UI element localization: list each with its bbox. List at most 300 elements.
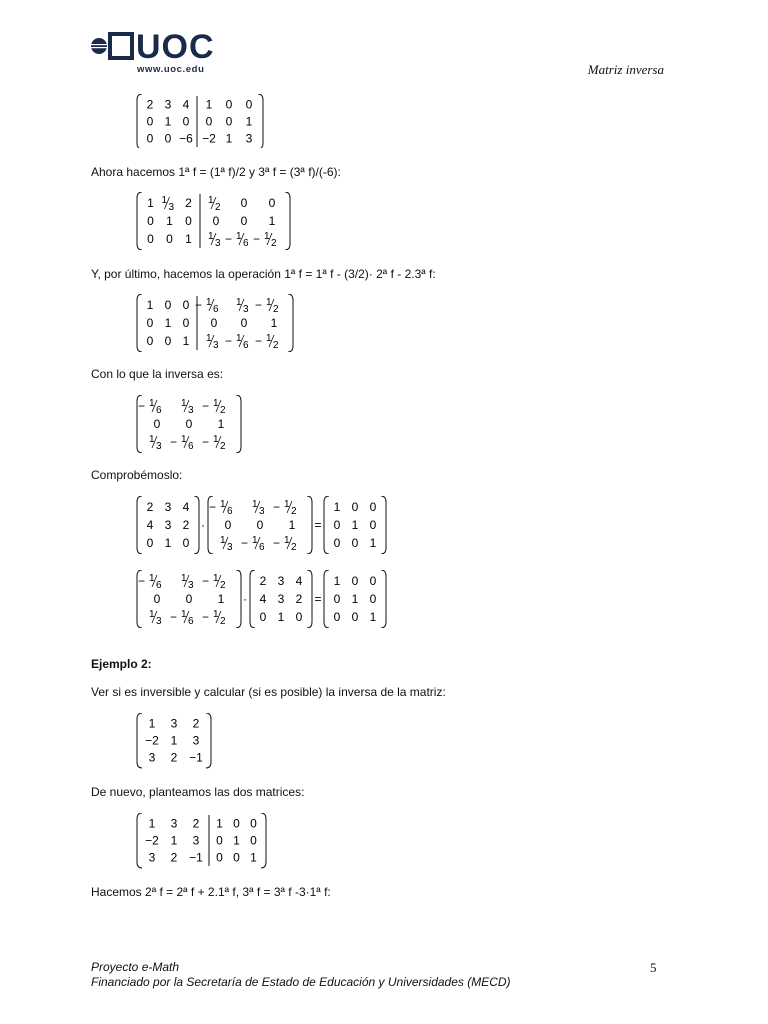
svg-text:3: 3	[277, 574, 285, 588]
paragraph-6: Ver si es inversible y calcular (si es posible) la inversa de la matriz:	[91, 685, 446, 699]
svg-text:0: 0	[369, 518, 377, 532]
svg-text:1: 1	[149, 434, 155, 445]
operator: ·	[243, 592, 247, 606]
svg-text:2: 2	[291, 506, 297, 517]
svg-text:4: 4	[146, 518, 154, 532]
svg-text:2: 2	[170, 750, 178, 765]
matrix-cell	[206, 333, 219, 351]
page-number: 5	[650, 960, 657, 975]
matrix-cell	[185, 196, 192, 210]
matrix-cell	[181, 573, 194, 591]
matrix-cell	[352, 536, 359, 550]
svg-text:0: 0	[351, 500, 359, 514]
matrix-cell	[241, 316, 248, 330]
svg-text:2: 2	[220, 405, 226, 416]
svg-text:0: 0	[212, 214, 220, 228]
svg-text:1: 1	[206, 297, 212, 308]
matrix-cell	[370, 592, 377, 606]
svg-text:0: 0	[146, 334, 154, 348]
svg-text:1: 1	[149, 573, 155, 584]
svg-text:1: 1	[164, 114, 172, 129]
matrix-cell	[271, 316, 278, 330]
svg-text:−1: −1	[189, 750, 203, 765]
matrix-cell	[370, 500, 377, 514]
matrix-cell	[370, 574, 377, 588]
svg-text:−: −	[202, 574, 210, 588]
matrix-cell	[183, 500, 190, 514]
svg-text:1: 1	[166, 214, 173, 228]
matrix-cell	[165, 98, 172, 112]
matrix-cell	[370, 518, 377, 532]
matrix-cell	[183, 98, 190, 112]
svg-text:0: 0	[369, 574, 377, 588]
right-bracket	[236, 570, 241, 628]
matrix-cell	[149, 751, 156, 765]
matrix-cell	[149, 717, 156, 731]
augmented-matrix-3	[134, 294, 304, 352]
document-title: Matriz inversa	[587, 62, 664, 77]
matrix-cell	[202, 132, 216, 146]
footer	[91, 960, 511, 990]
matrix-cell	[147, 196, 154, 210]
left-bracket	[137, 496, 142, 554]
svg-text:1: 1	[149, 398, 155, 409]
svg-text:6: 6	[243, 340, 249, 351]
svg-text:2: 2	[146, 500, 154, 514]
svg-text:1: 1	[182, 334, 190, 348]
matrix-cell	[220, 535, 233, 553]
matrix-cell	[226, 132, 233, 146]
svg-text:3: 3	[192, 733, 200, 748]
verification-product-1	[134, 496, 394, 554]
svg-text:−: −	[195, 298, 203, 312]
svg-text:1: 1	[288, 518, 296, 532]
svg-text:1: 1	[164, 316, 172, 330]
svg-text:0: 0	[240, 316, 248, 330]
matrix-cell	[278, 574, 285, 588]
matrix-cell	[193, 834, 200, 848]
svg-text:−: −	[255, 334, 263, 348]
svg-text:−: −	[225, 334, 233, 348]
svg-text:0: 0	[369, 500, 377, 514]
matrix-cell	[183, 536, 190, 550]
matrix-cell	[147, 115, 154, 129]
svg-text:1: 1	[181, 398, 187, 409]
matrix-cell	[208, 195, 221, 213]
svg-text:0: 0	[351, 610, 359, 624]
matrix-cell	[246, 132, 253, 146]
footer-funding: Financiado por la Secretaría de Estado de Educación y Universidades (MECD)	[91, 975, 511, 989]
paragraph-2: Y, por último, hacemos la operación 1ª f = 1ª f - (3/2)· 2ª f - 2.3ª f:	[91, 267, 436, 281]
matrix-cell	[147, 214, 154, 228]
svg-text:−: −	[273, 536, 281, 550]
svg-text:1: 1	[146, 298, 154, 312]
svg-text:0: 0	[233, 816, 240, 831]
svg-text:2: 2	[273, 340, 279, 351]
matrix-cell	[147, 536, 154, 550]
logo-url: www.uoc.edu	[137, 64, 205, 75]
svg-text:0: 0	[146, 316, 154, 330]
svg-text:6: 6	[243, 238, 249, 249]
svg-text:3: 3	[164, 518, 172, 532]
matrix-cell	[278, 610, 285, 624]
matrix-cell	[165, 298, 172, 312]
right-bracket	[381, 496, 386, 554]
svg-text:3: 3	[148, 850, 156, 865]
paragraph-3: Con lo que la inversa es:	[91, 367, 224, 381]
svg-text:1: 1	[225, 131, 233, 146]
matrix-cell	[166, 232, 173, 246]
svg-text:1: 1	[284, 499, 290, 510]
matrix-cell	[165, 316, 172, 330]
svg-text:1: 1	[369, 536, 377, 550]
matrix-cell	[202, 573, 226, 591]
svg-text:1: 1	[213, 573, 219, 584]
svg-text:−2: −2	[145, 833, 159, 848]
svg-text:2: 2	[259, 574, 267, 588]
matrix-cell	[170, 609, 194, 627]
matrix-cell	[296, 610, 303, 624]
svg-text:1: 1	[213, 609, 219, 620]
matrix-cell	[195, 297, 219, 315]
matrix-cell	[165, 115, 172, 129]
svg-text:0: 0	[182, 298, 190, 312]
svg-text:3: 3	[227, 542, 233, 553]
svg-text:1: 1	[236, 297, 242, 308]
matrix-cell	[241, 214, 248, 228]
svg-text:1: 1	[351, 518, 359, 532]
matrix-cell	[202, 434, 226, 452]
right-bracket	[261, 813, 266, 868]
svg-text:2: 2	[291, 542, 297, 553]
matrix-cell	[183, 316, 190, 330]
svg-text:1: 1	[252, 499, 258, 510]
svg-text:0: 0	[146, 114, 154, 129]
svg-text:0: 0	[164, 298, 172, 312]
matrix-cell	[370, 536, 377, 550]
svg-text:0: 0	[146, 536, 154, 550]
matrix-cell	[209, 499, 233, 517]
svg-text:2: 2	[271, 238, 277, 249]
matrix-cell	[171, 751, 178, 765]
svg-text:3: 3	[245, 131, 253, 146]
svg-text:4: 4	[182, 97, 190, 112]
svg-text:1: 1	[266, 333, 272, 344]
matrix-cell	[171, 734, 178, 748]
matrix-cell	[260, 592, 267, 606]
svg-text:−: −	[202, 435, 210, 449]
svg-text:0: 0	[333, 592, 341, 606]
matrix-cell	[202, 398, 226, 416]
svg-text:−2: −2	[145, 733, 159, 748]
svg-text:0: 0	[210, 316, 218, 330]
svg-text:1: 1	[217, 592, 225, 606]
matrix-cell	[334, 518, 341, 532]
left-bracket	[137, 713, 142, 768]
svg-text:−: −	[273, 500, 281, 514]
svg-text:1: 1	[220, 535, 226, 546]
svg-text:−6: −6	[179, 131, 193, 146]
matrix-cell	[216, 851, 223, 865]
matrix-cell	[183, 334, 190, 348]
right-bracket	[288, 294, 293, 352]
svg-text:0: 0	[295, 610, 303, 624]
svg-text:2: 2	[192, 716, 200, 731]
left-bracket	[137, 94, 142, 148]
matrix-cell	[147, 316, 154, 330]
svg-text:0: 0	[333, 536, 341, 550]
svg-text:−: −	[170, 610, 178, 624]
svg-text:0: 0	[153, 417, 161, 431]
svg-text:−: −	[225, 232, 233, 246]
svg-text:3: 3	[164, 97, 172, 112]
svg-text:−2: −2	[202, 131, 216, 146]
matrix-cell	[147, 518, 154, 532]
svg-text:1: 1	[351, 592, 359, 606]
matrix-cell	[252, 499, 265, 517]
svg-text:3: 3	[259, 506, 265, 517]
matrix-cell	[145, 834, 159, 848]
left-bracket	[324, 570, 329, 628]
svg-text:3: 3	[188, 405, 194, 416]
matrix-cell	[179, 132, 193, 146]
svg-text:−: −	[241, 536, 249, 550]
svg-text:0: 0	[185, 417, 193, 431]
inverse-matrix	[134, 395, 254, 453]
svg-text:1: 1	[264, 231, 270, 242]
matrix-cell	[255, 333, 279, 351]
svg-text:0: 0	[233, 850, 240, 865]
svg-text:1: 1	[164, 536, 172, 550]
svg-text:3: 3	[192, 833, 200, 848]
svg-text:1: 1	[277, 610, 285, 624]
svg-text:4: 4	[295, 574, 303, 588]
svg-text:−: −	[209, 500, 217, 514]
matrix-cell	[213, 214, 220, 228]
svg-text:0: 0	[351, 536, 359, 550]
right-bracket	[194, 496, 199, 554]
svg-text:1: 1	[185, 232, 192, 246]
svg-text:0: 0	[369, 592, 377, 606]
svg-text:0: 0	[164, 334, 172, 348]
matrix-cell	[218, 592, 225, 606]
matrix-cell	[147, 98, 154, 112]
matrix-cell	[138, 398, 162, 416]
matrix-cell	[260, 574, 267, 588]
svg-text:0: 0	[240, 214, 248, 228]
matrix-cell	[273, 535, 297, 553]
matrix-cell	[206, 98, 213, 112]
svg-text:−: −	[138, 574, 146, 588]
svg-text:1: 1	[333, 500, 341, 514]
right-bracket	[258, 94, 263, 148]
svg-text:0: 0	[166, 232, 173, 246]
svg-text:0: 0	[146, 131, 154, 146]
matrix-cell	[241, 196, 248, 210]
svg-text:0: 0	[185, 592, 193, 606]
matrix-cell	[260, 610, 267, 624]
svg-text:3: 3	[156, 441, 162, 452]
svg-text:1: 1	[216, 816, 223, 831]
svg-text:0: 0	[256, 518, 264, 532]
svg-text:0: 0	[250, 816, 257, 831]
logo-text: UOC	[136, 28, 215, 66]
svg-text:4: 4	[182, 500, 190, 514]
svg-text:0: 0	[259, 610, 267, 624]
right-bracket	[206, 713, 211, 768]
matrix-cell	[171, 851, 178, 865]
svg-text:1: 1	[250, 850, 257, 865]
svg-text:6: 6	[213, 304, 219, 315]
matrix-cell	[185, 232, 192, 246]
matrix-cell	[233, 851, 240, 865]
matrix-cell	[250, 851, 257, 865]
matrix-cell	[165, 500, 172, 514]
svg-text:2: 2	[185, 196, 192, 210]
left-bracket	[137, 813, 142, 868]
matrix-cell	[352, 518, 359, 532]
matrix-cell	[225, 333, 249, 351]
svg-text:1: 1	[220, 499, 226, 510]
svg-text:0: 0	[240, 196, 248, 210]
matrix-cell	[186, 417, 193, 431]
matrix-cell	[147, 500, 154, 514]
svg-text:0: 0	[351, 574, 359, 588]
svg-text:0: 0	[182, 114, 190, 129]
svg-text:0: 0	[268, 196, 276, 210]
svg-text:3: 3	[243, 304, 249, 315]
right-bracket	[236, 395, 241, 453]
svg-text:1: 1	[181, 434, 187, 445]
matrix-cell	[165, 334, 172, 348]
svg-text:1: 1	[208, 231, 214, 242]
svg-text:0: 0	[224, 518, 232, 532]
svg-text:1: 1	[236, 333, 242, 344]
matrix-cell	[216, 834, 223, 848]
svg-text:0: 0	[225, 114, 233, 129]
matrix-cell	[334, 574, 341, 588]
svg-text:3: 3	[215, 238, 221, 249]
svg-text:1: 1	[233, 833, 240, 848]
svg-text:−: −	[138, 399, 146, 413]
matrix-cell	[193, 817, 200, 831]
svg-text:1: 1	[161, 195, 168, 206]
matrix-cell	[334, 500, 341, 514]
svg-text:3: 3	[148, 750, 156, 765]
matrix-cell	[147, 334, 154, 348]
matrix-cell	[253, 231, 277, 249]
operator: ·	[201, 518, 205, 532]
svg-text:0: 0	[333, 518, 341, 532]
matrix-cell	[193, 734, 200, 748]
svg-text:1: 1	[148, 716, 156, 731]
svg-text:0: 0	[153, 592, 161, 606]
matrix-cell	[269, 196, 276, 210]
matrix-cell	[269, 214, 276, 228]
svg-text:6: 6	[259, 542, 265, 553]
augmented-matrix-1	[134, 94, 284, 148]
matrix-cell	[171, 717, 178, 731]
matrix-cell	[246, 98, 253, 112]
svg-text:2: 2	[215, 202, 221, 213]
operator: =	[314, 518, 322, 532]
svg-text:1: 1	[333, 574, 341, 588]
svg-text:1: 1	[236, 231, 242, 242]
svg-text:3: 3	[168, 202, 175, 213]
matrix-cell	[352, 500, 359, 514]
svg-text:1: 1	[205, 97, 213, 112]
svg-text:1: 1	[170, 733, 178, 748]
example-2-heading: Ejemplo 2:	[91, 657, 152, 671]
matrix-cell	[147, 232, 154, 246]
svg-text:1: 1	[217, 417, 225, 431]
svg-text:2: 2	[220, 616, 226, 627]
svg-text:2: 2	[220, 441, 226, 452]
matrix-cell	[147, 298, 154, 312]
svg-text:3: 3	[170, 716, 178, 731]
svg-text:−1: −1	[189, 850, 203, 865]
matrix-cell	[296, 574, 303, 588]
matrix-cell	[334, 610, 341, 624]
svg-text:1: 1	[213, 398, 219, 409]
matrix-example-2	[134, 713, 234, 769]
svg-text:−: −	[202, 610, 210, 624]
svg-text:2: 2	[273, 304, 279, 315]
matrix-cell	[193, 717, 200, 731]
left-bracket	[250, 570, 255, 628]
svg-text:2: 2	[295, 592, 303, 606]
svg-text:1: 1	[213, 434, 219, 445]
svg-text:1: 1	[252, 535, 258, 546]
matrix-cell	[225, 231, 249, 249]
svg-text:3: 3	[277, 592, 285, 606]
svg-text:1: 1	[268, 214, 276, 228]
matrix-cell	[334, 592, 341, 606]
svg-text:6: 6	[156, 580, 162, 591]
svg-text:−: −	[202, 399, 210, 413]
matrix-cell	[171, 817, 178, 831]
matrix-cell	[352, 592, 359, 606]
svg-text:1: 1	[266, 297, 272, 308]
left-bracket	[324, 496, 329, 554]
matrix-cell	[296, 592, 303, 606]
matrix-cell	[165, 132, 172, 146]
svg-text:0: 0	[216, 833, 223, 848]
matrix-cell	[246, 115, 253, 129]
svg-text:2: 2	[220, 580, 226, 591]
right-bracket	[307, 570, 312, 628]
matrix-cell	[183, 115, 190, 129]
matrix-cell	[241, 535, 265, 553]
svg-text:1: 1	[148, 816, 156, 831]
matrix-cell	[289, 518, 296, 532]
svg-text:4: 4	[259, 592, 267, 606]
matrix-cell	[183, 518, 190, 532]
right-bracket	[285, 192, 290, 250]
svg-text:1: 1	[149, 609, 155, 620]
right-bracket	[381, 570, 386, 628]
svg-text:1: 1	[181, 609, 187, 620]
matrix-cell	[183, 298, 190, 312]
svg-text:1: 1	[284, 535, 290, 546]
svg-text:−: −	[170, 435, 178, 449]
matrix-cell	[186, 592, 193, 606]
svg-text:0: 0	[164, 131, 172, 146]
matrix-cell	[334, 536, 341, 550]
svg-text:0: 0	[147, 214, 154, 228]
matrix-cell	[171, 834, 178, 848]
matrix-cell	[225, 518, 232, 532]
